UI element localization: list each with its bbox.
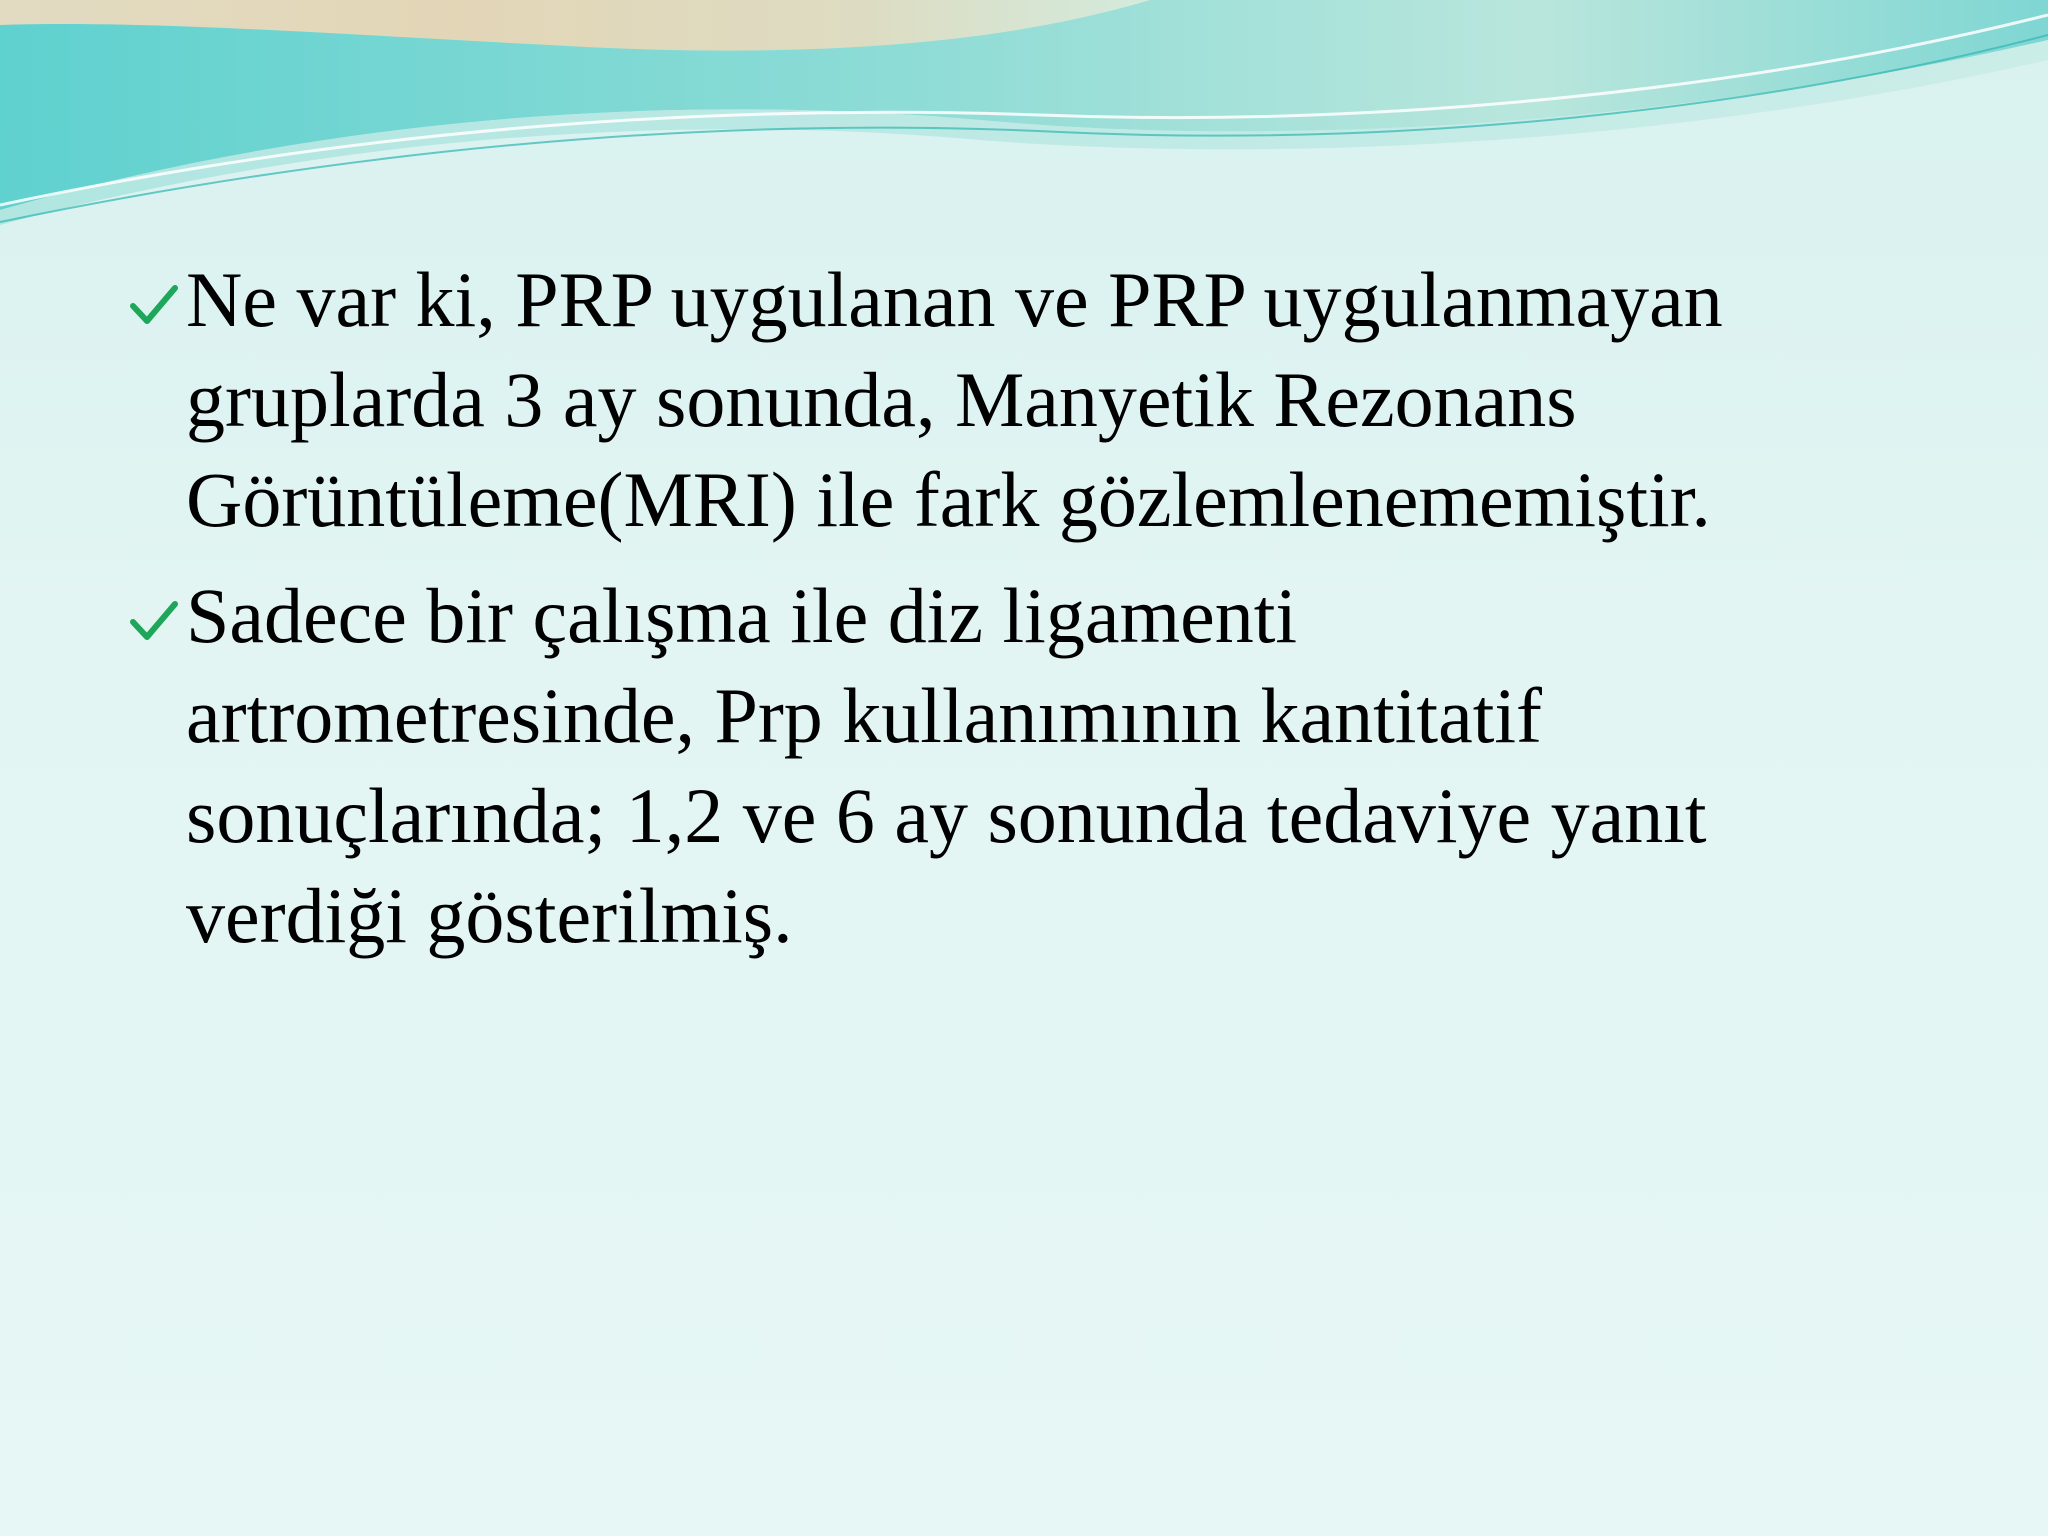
bullet-2-line-3: sonuçlarında; 1,2 ve 6 ay sonunda tedaviye yanıt xyxy=(186,772,1707,859)
bullet-2-line-2: artrometresinde, Prp kullanımının kantitatif xyxy=(186,672,1543,759)
checkmark-icon xyxy=(130,284,178,326)
bullet-1-line-2: gruplarda 3 ay sonunda, Manyetik Rezonans xyxy=(186,356,1577,443)
bullet-list xyxy=(130,250,1930,982)
bullet-1-line-1: Ne var ki, PRP uygulanan ve PRP uygulanmayan xyxy=(186,256,1723,343)
bullet-1-line-3: Görüntüleme(MRI) ile fark gözlemlenememiştir. xyxy=(186,456,1711,543)
bullet-item-1 xyxy=(130,250,1930,550)
bullet-item-2 xyxy=(130,566,1930,966)
bullet-2-line-4: verdiği gösterilmiş. xyxy=(186,872,793,959)
checkmark-icon xyxy=(130,600,178,642)
bullet-2-line-1: Sadece bir çalışma ile diz ligamenti xyxy=(186,572,1298,659)
